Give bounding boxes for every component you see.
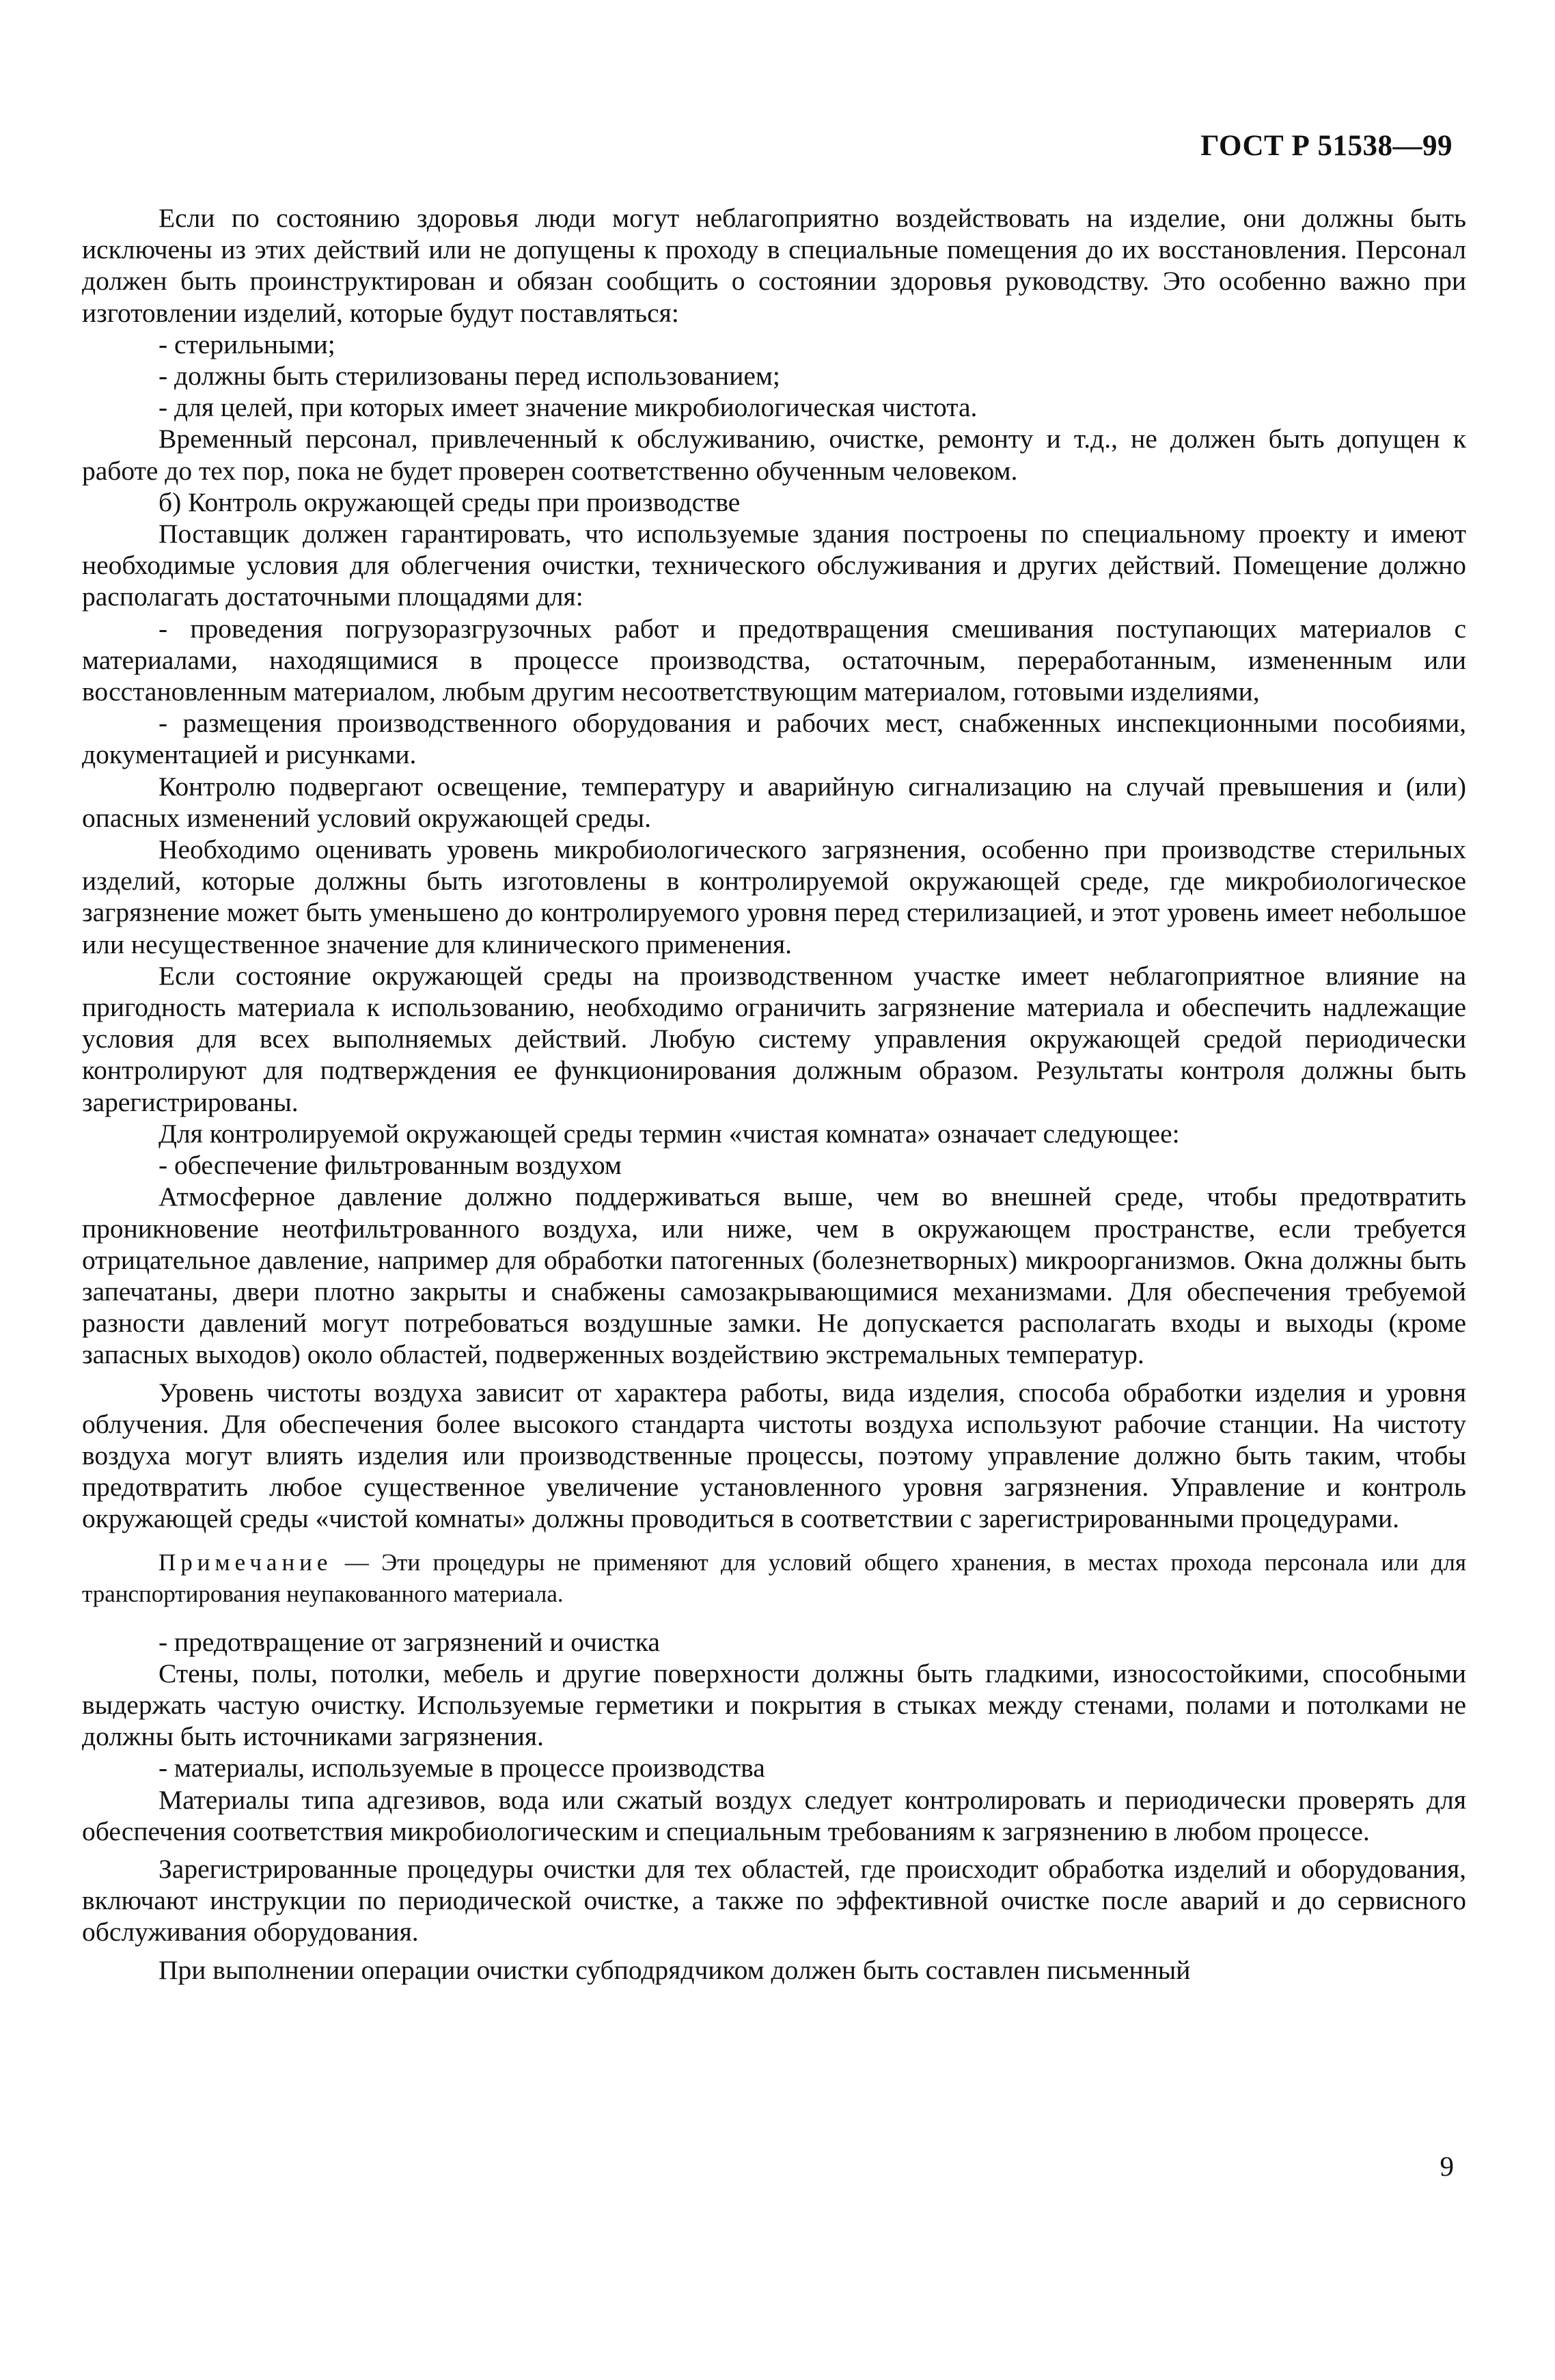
list-item-production-materials: - материалы, используемые в процессе производства (159, 1753, 765, 1783)
document-body (82, 202, 1466, 1986)
paragraph-adhesives-water-air: Материалы типа адгезивов, вода или сжатый воздух следует контролировать и периодически проверять для обеспечения соответствия микробиологическим и специальным требованиям к загрязнению в любом процессе. (82, 1784, 1466, 1846)
paragraph-temporary-staff: Временный персонал, привлеченный к обслуживанию, очистке, ремонту и т.д., не должен быть допущен к работе до тех пор, пока не будет проверен соответственно обученным человеком. (82, 424, 1466, 486)
list-item-microbiological-purity: - для целей, при которых имеет значение микробиологическая чистота. (159, 392, 978, 423)
paragraph-atmospheric-pressure: Атмосферное давление должно поддерживаться выше, чем во внешней среде, чтобы предотвратить проникновение неотфильтрованного воздуха, или ниже, чем в окружающем пространстве, если требуется отрицательное давление, например для обработки патогенных (болезнетворных) микроорганизмов. Окна должны быть запечатаны, двери плотно закрыты и снабжены самозакрывающимися механизмами. Для обеспечения требуемой разности давлений могут потребоваться воздушные замки. Не допускается располагать входы и выходы (кроме запасных выходов) около областей, подверженных воздействию экстремальных температур. (82, 1181, 1466, 1370)
list-item-loading-operations: - проведения погрузоразгрузочных работ и предотвращения смешивания поступающих материалов с материалами, находящимися в процессе производства, остаточным, переработанным, измененным или восстановленным материалом, любым другим несоответствующим материалом, готовыми изделиями, (82, 613, 1466, 707)
paragraph-air-cleanliness: Уровень чистоты воздуха зависит от характера работы, вида изделия, способа обработки изделия и уровня облучения. Для обеспечения более высокого стандарта чистоты воздуха используют рабочие станции. На чистоту воздуха могут влиять изделия или производственные процессы, поэтому управление должно быть таким, чтобы предотвратить любое существенное увеличение установленного уровня загрязнения. Управление и контроль окружающей среды «чистой комнаты» должны проводиться в соответствии с зарегистрированными процедурами. (82, 1377, 1466, 1534)
note-text: Эти процедуры не применяют для условий общего хранения, в местах прохода персонала или для транспортирования неупакованного материала. (82, 1548, 1466, 1607)
paragraph-cleaning-procedures: Зарегистрированные процедуры очистки для тех областей, где происходит обработка изделий и оборудования, включают инструкции по периодической очистке, а также по эффективной очистке после аварий и до сервисного обслуживания оборудования. (82, 1853, 1466, 1947)
list-item-sterilized-before-use: - должны быть стерилизованы перед использованием; (159, 361, 780, 392)
list-item-sterile: - стерильными; (159, 329, 335, 359)
paragraph-clean-room-term: Для контролируемой окружающей среды термин «чистая комната» означает следующее: (159, 1118, 1180, 1149)
paragraph-buildings: Поставщик должен гарантировать, что используемые здания построены по специальному проекту и имеют необходимые условия для облегчения очистки, технического обслуживания и других действий. Помещение должно располагать достаточными площадями для: (82, 519, 1466, 612)
list-item-contamination-prevention: - предотвращение от загрязнений и очистка (159, 1626, 660, 1657)
page-number: 9 (1440, 2150, 1454, 2182)
list-item-filtered-air: - обеспечение фильтрованным воздухом (159, 1150, 622, 1181)
paragraph-lighting-control: Контролю подвергают освещение, температуру и аварийную сигнализацию на случай превышения и (или) опасных изменений условий окружающей среды. (82, 771, 1466, 833)
paragraph-microbiological-contamination: Необходимо оценивать уровень микробиологического загрязнения, особенно при производстве стерильных изделий, которые должны быть изготовлены в контролируемой окружающей среде, где микробиологическое загрязнение может быть уменьшено до контролируемого уровня перед стерилизацией, и этот уровень имеет небольшое или несущественное значение для клинического применения. (82, 834, 1466, 959)
note-block (82, 1547, 1466, 1610)
list-item-equipment-placement: - размещения производственного оборудования и рабочих мест, снабженных инспекционными пособиями, документацией и рисунками. (82, 708, 1466, 770)
note-dash: — (332, 1548, 382, 1576)
paragraph-health-restrictions: Если по состоянию здоровья люди могут неблагоприятно воздействовать на изделие, они должны быть исключены из этих действий или не допущены к проходу в специальные помещения до их восстановления. Персонал должен быть проинструктирован и обязан сообщить о состоянии здоровья руководству. Это особенно важно при изготовлении изделий, которые будут поставляться: (82, 203, 1466, 328)
paragraph-surfaces: Стены, полы, потолки, мебель и другие поверхности должны быть гладкими, износостойкими, способными выдержать частую очистку. Используемые герметики и покрытия в стыках между стенами, полами и потолками не должны быть источниками загрязнения. (82, 1658, 1466, 1752)
section-heading-environment-control: б) Контроль окружающей среды при производстве (159, 487, 741, 517)
note-label: Примечание (159, 1548, 333, 1576)
paragraph-environment-conditions: Если состояние окружающей среды на производственном участке имеет неблагоприятное влияние на пригодность материала к использованию, необходимо ограничить загрязнение материала и обеспечить надлежащие условия для всех выполняемых действий. Любую систему управления окружающей средой периодически контролируют для подтверждения ее функционирования должным образом. Результаты контроля должны быть зарегистрированы. (82, 960, 1466, 1117)
document-code-header: ГОСТ Р 51538—99 (1200, 130, 1453, 162)
paragraph-subcontractor-cleaning: При выполнении операции очистки субподрядчиком должен быть составлен письменный (159, 1954, 1191, 1985)
